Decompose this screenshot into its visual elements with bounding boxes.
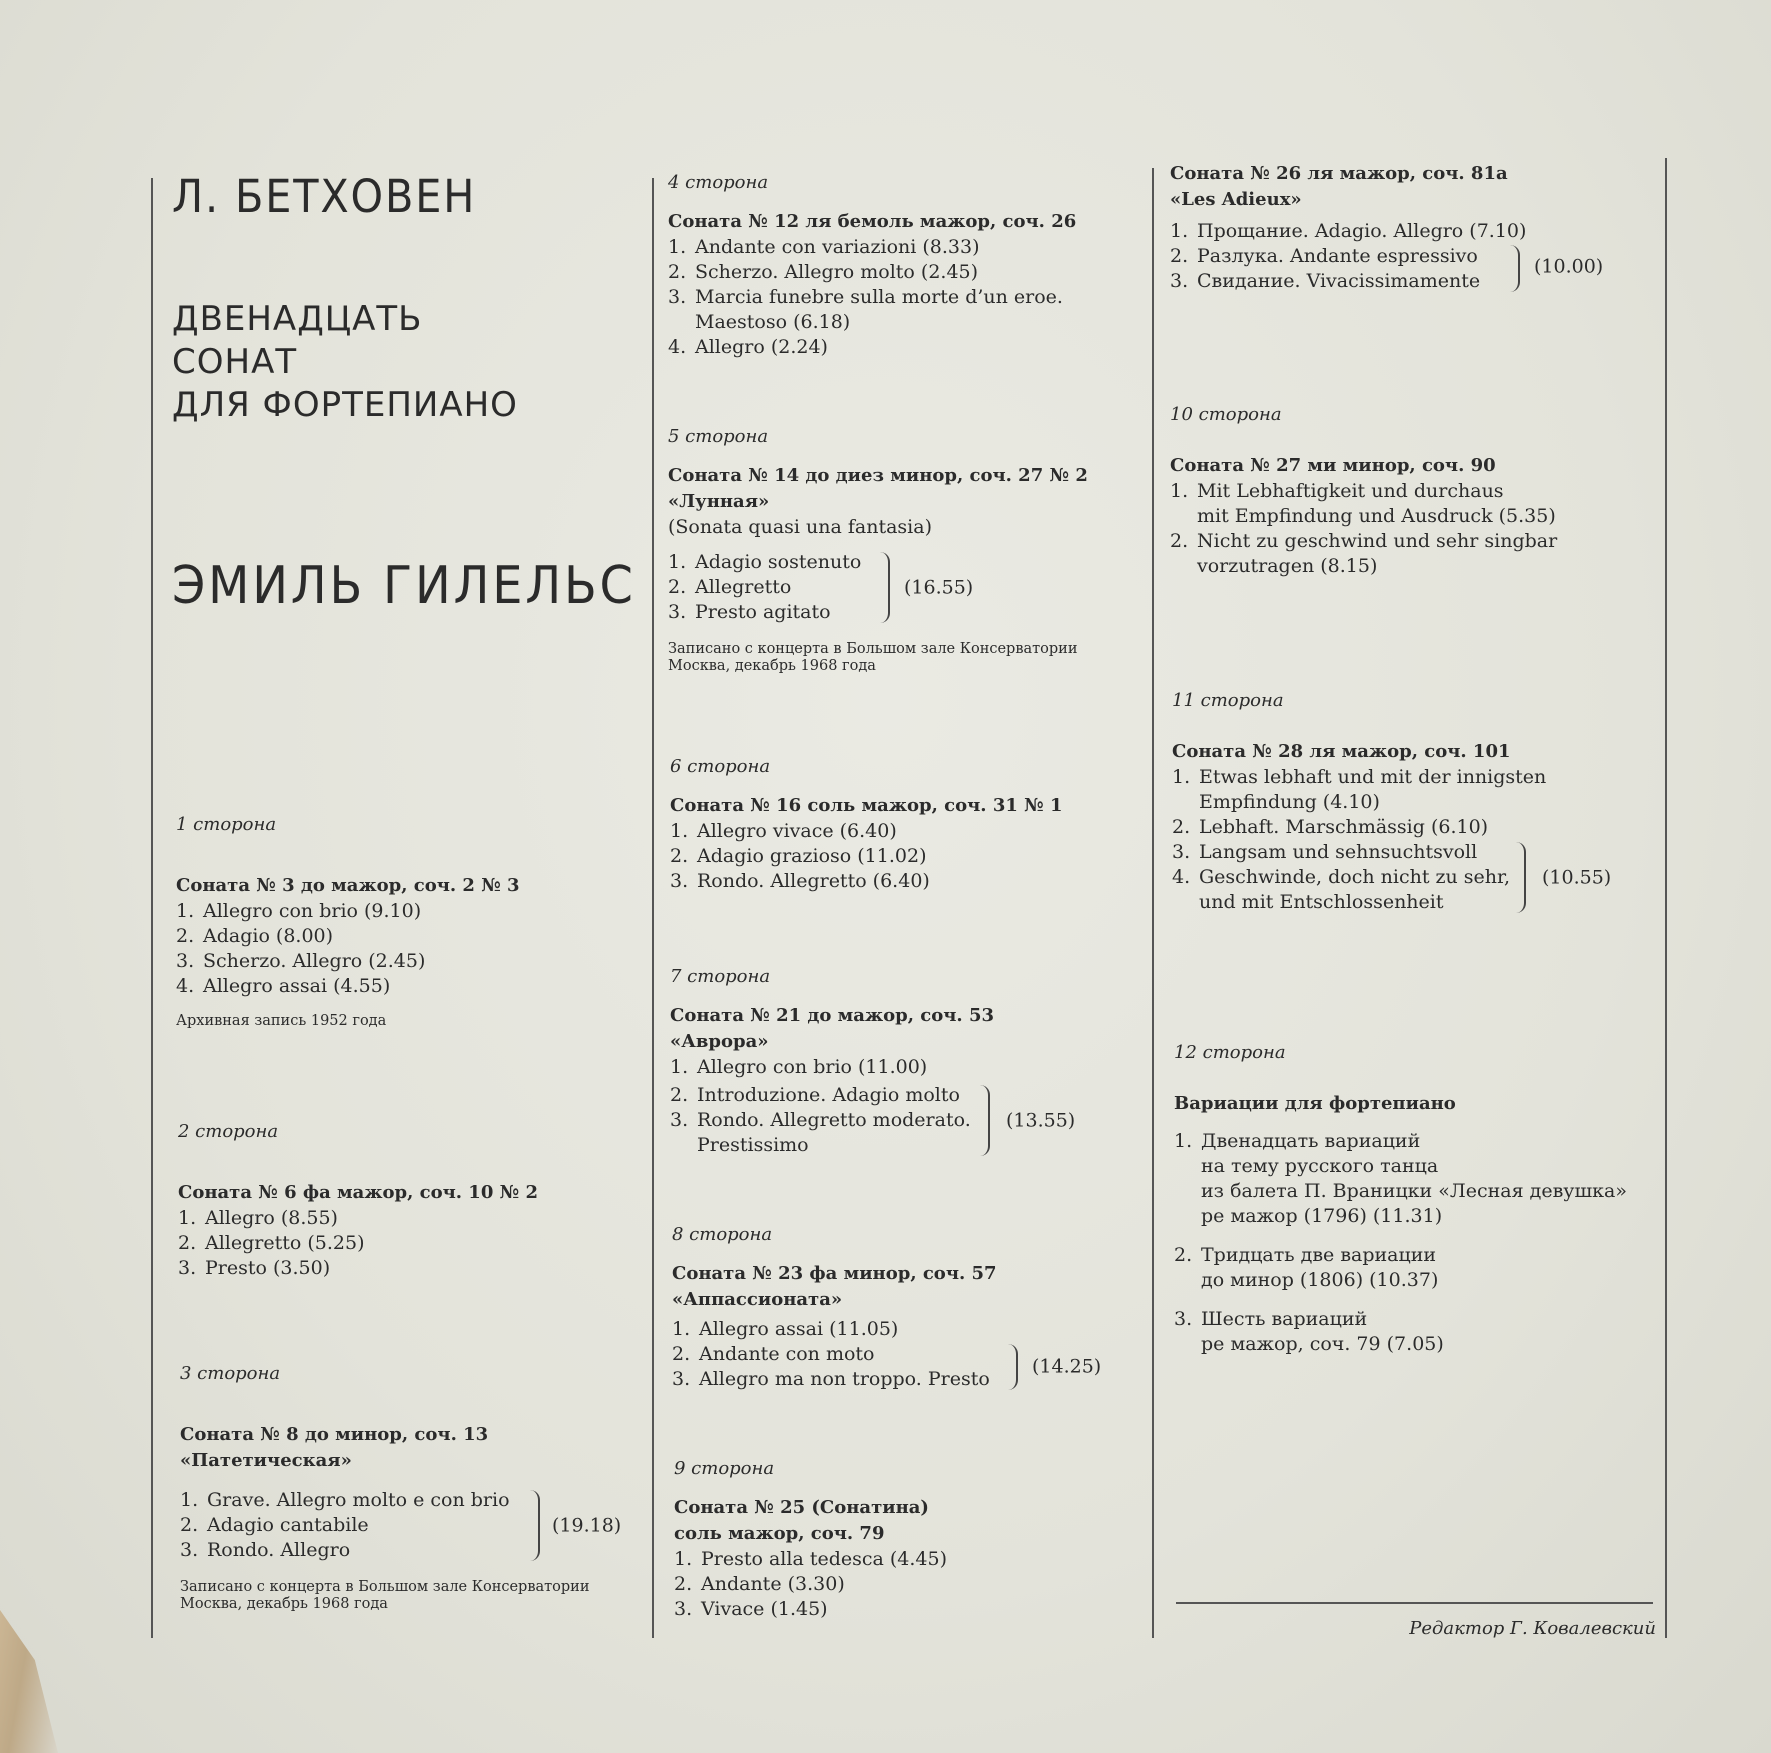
side-label: 10 сторона	[1170, 404, 1282, 425]
track: 1. Allegro assai (11.05)	[672, 1318, 899, 1340]
track: 2. Introduzione. Adagio molto	[670, 1084, 960, 1106]
bracket	[1510, 245, 1520, 292]
column-rule-left	[151, 178, 153, 1638]
recording-note: Записано с концерта в Большом зале Консерватории	[668, 641, 1078, 657]
track: 2. Lebhaft. Marschmässig (6.10)	[1172, 816, 1489, 838]
track: 1. Adagio sostenuto	[668, 551, 862, 573]
group-duration: (14.25)	[1032, 1355, 1102, 1378]
column-rule-right-b	[1665, 158, 1667, 1638]
track: 2. Разлука. Andante espressivo	[1170, 245, 1478, 267]
side-label: 4 сторона	[668, 172, 769, 193]
sonata-nickname: «Патетическая»	[180, 1450, 352, 1471]
track: 2. Тридцать две вариации до минор (1806) (10.37)	[1174, 1244, 1439, 1291]
side-10	[1170, 402, 1650, 579]
group-duration: (19.18)	[552, 1514, 622, 1536]
variations-title: Вариации для фортепиано	[1174, 1093, 1456, 1114]
track: 4. Geschwinde, doch nicht zu sehr, und mit Entschlossenheit	[1172, 866, 1511, 913]
recording-note: Архивная запись 1952 года	[176, 1013, 387, 1029]
side-4	[668, 170, 1138, 360]
track: 2. Adagio cantabile	[180, 1514, 369, 1536]
side-label: 7 сторона	[670, 966, 771, 987]
track: 3. Rondo. Allegretto (6.40)	[670, 870, 930, 892]
track: 2. Allegretto (5.25)	[178, 1232, 365, 1254]
track: 4. Allegro (2.24)	[668, 336, 828, 358]
track: 2. Nicht zu geschwind und sehr singbar vorzutragen (8.15)	[1170, 530, 1558, 577]
track: 2. Adagio (8.00)	[176, 925, 334, 947]
side-1	[176, 812, 636, 1030]
side-label: 5 сторона	[668, 426, 769, 447]
sonata-subtitle: (Sonata quasi una fantasia)	[668, 516, 932, 538]
side-8	[672, 1222, 1142, 1392]
album-title-line: ДЛЯ ФОРТЕПИАНО	[172, 385, 518, 425]
track: 1. Allegro (8.55)	[178, 1207, 338, 1229]
group-duration: (16.55)	[904, 576, 974, 598]
track: 1. Etwas lebhaft und mit der innigsten Empfindung (4.10)	[1172, 766, 1547, 813]
track: 3. Шесть вариаций ре мажор, соч. 79 (7.05)	[1174, 1308, 1444, 1355]
track: 3. Marcia funebre sulla morte d’un eroe. Maestoso (6.18)	[668, 286, 1063, 333]
sonata-nickname: «Аврора»	[670, 1031, 769, 1052]
sonata-title: Соната № 8 до минор, соч. 13	[180, 1424, 489, 1445]
album-title-line: СОНАТ	[172, 342, 298, 382]
track: 1. Двенадцать вариаций на тему русского танца из балета П. Враницки «Лесная девушка» ре мажор (1796) (11.31)	[1174, 1130, 1627, 1227]
sonata-nickname: «Les Adieux»	[1170, 189, 1302, 210]
track: 1. Presto alla tedesca (4.45)	[674, 1548, 947, 1570]
side-label: 9 сторона	[674, 1458, 775, 1479]
track-group	[1172, 840, 1612, 915]
footer-rule	[1176, 1602, 1653, 1604]
album-title-line: ДВЕНАДЦАТЬ	[172, 299, 423, 339]
sonata-title: Соната № 16 соль мажор, соч. 31 № 1	[670, 795, 1063, 816]
sonata-title: Соната № 6 фа мажор, соч. 10 № 2	[178, 1182, 538, 1203]
track: 1. Прощание. Adagio. Allegro (7.10)	[1170, 220, 1527, 242]
track-group	[1170, 219, 1604, 294]
side-5	[668, 424, 1138, 675]
side-6	[670, 754, 1140, 894]
album-title	[172, 298, 518, 427]
bracket	[1008, 1344, 1018, 1390]
track: 3. Presto agitato	[668, 601, 831, 623]
side-label: 11 сторона	[1172, 690, 1284, 711]
track-group	[670, 1083, 1076, 1158]
bracket	[880, 552, 890, 623]
side-7	[670, 964, 1140, 1158]
track-group	[668, 550, 974, 625]
side-label: 1 сторона	[176, 814, 277, 835]
track: 3. Presto (3.50)	[178, 1257, 331, 1279]
track: 3. Langsam und sehnsuchtsvoll	[1172, 841, 1478, 863]
track-group	[672, 1342, 1102, 1392]
sonata-nickname: «Лунная»	[668, 491, 770, 512]
track: 3. Scherzo. Allegro (2.45)	[176, 950, 426, 972]
track-group	[180, 1488, 622, 1563]
track: 1. Allegro vivace (6.40)	[670, 820, 897, 842]
group-duration: (10.55)	[1542, 866, 1612, 888]
editor-credit: Редактор Г. Ковалевский	[1409, 1618, 1656, 1639]
side-2	[178, 1119, 638, 1281]
sonata-title: Соната № 28 ля мажор, соч. 101	[1172, 741, 1511, 762]
group-duration: (10.00)	[1534, 255, 1604, 278]
recording-note: Москва, декабрь 1968 года	[668, 658, 876, 674]
track: 2. Andante con moto	[672, 1343, 875, 1365]
composer-name: Л. БЕТХОВЕН	[172, 170, 477, 223]
bracket	[1516, 842, 1526, 913]
side-11	[1172, 688, 1652, 915]
performer-name: ЭМИЛЬ ГИЛЕЛЬС	[172, 556, 636, 616]
sonata-key: соль мажор, соч. 79	[674, 1523, 885, 1544]
sonata-title: Соната № 21 до мажор, соч. 53	[670, 1005, 994, 1026]
track: 1. Allegro con brio (9.10)	[176, 900, 422, 922]
track: 2. Allegretto	[668, 576, 792, 598]
side-label: 6 сторона	[670, 756, 771, 777]
sonata-title: Соната № 14 до диез минор, соч. 27 № 2	[668, 465, 1088, 486]
side-label: 2 сторона	[178, 1121, 279, 1142]
sonata-title: Соната № 12 ля бемоль мажор, соч. 26	[668, 211, 1077, 232]
track: 2. Andante (3.30)	[674, 1573, 845, 1595]
bracket	[980, 1085, 990, 1156]
sonata-title: Соната № 26 ля мажор, соч. 81а	[1170, 163, 1508, 184]
track: 1. Andante con variazioni (8.33)	[668, 236, 980, 258]
track: 2. Adagio grazioso (11.02)	[670, 845, 927, 867]
side-12	[1174, 1040, 1654, 1357]
sonata-title: Соната № 25 (Сонатина)	[674, 1497, 929, 1518]
track: 4. Allegro assai (4.55)	[176, 975, 391, 997]
track: 1. Mit Lebhaftigkeit und durchaus mit Empfindung und Ausdruck (5.35)	[1170, 480, 1556, 527]
track: 2. Scherzo. Allegro molto (2.45)	[668, 261, 979, 283]
track: 3. Свидание. Vivacissimamente	[1170, 270, 1481, 292]
sonata-title: Соната № 23 фа минор, соч. 57	[672, 1263, 997, 1284]
side-9-continued	[1170, 161, 1650, 294]
track: 3. Rondo. Allegretto moderato. Prestissimo	[670, 1109, 971, 1156]
side-3	[180, 1361, 640, 1613]
group-duration: (13.55)	[1006, 1109, 1076, 1131]
bracket	[530, 1490, 540, 1561]
track: 1. Grave. Allegro molto e con brio	[180, 1489, 510, 1511]
side-9	[674, 1456, 1144, 1622]
sonata-title: Соната № 3 до мажор, соч. 2 № 3	[176, 875, 520, 896]
side-label: 12 сторона	[1174, 1042, 1286, 1063]
track: 3. Rondo. Allegro	[180, 1539, 351, 1561]
sonata-nickname: «Аппассионата»	[672, 1289, 843, 1310]
track: 3. Allegro ma non troppo. Presto	[672, 1368, 990, 1390]
column-rule-middle	[652, 178, 654, 1638]
recording-note: Москва, декабрь 1968 года	[180, 1596, 388, 1612]
column-rule-right-a	[1152, 168, 1154, 1638]
sonata-title: Соната № 27 ми минор, соч. 90	[1170, 455, 1496, 476]
side-label: 8 сторона	[672, 1224, 773, 1245]
track: 3. Vivace (1.45)	[674, 1598, 828, 1620]
side-label: 3 сторона	[180, 1363, 281, 1384]
recording-note: Записано с концерта в Большом зале Консерватории	[180, 1579, 590, 1595]
track: 1. Allegro con brio (11.00)	[670, 1056, 928, 1078]
